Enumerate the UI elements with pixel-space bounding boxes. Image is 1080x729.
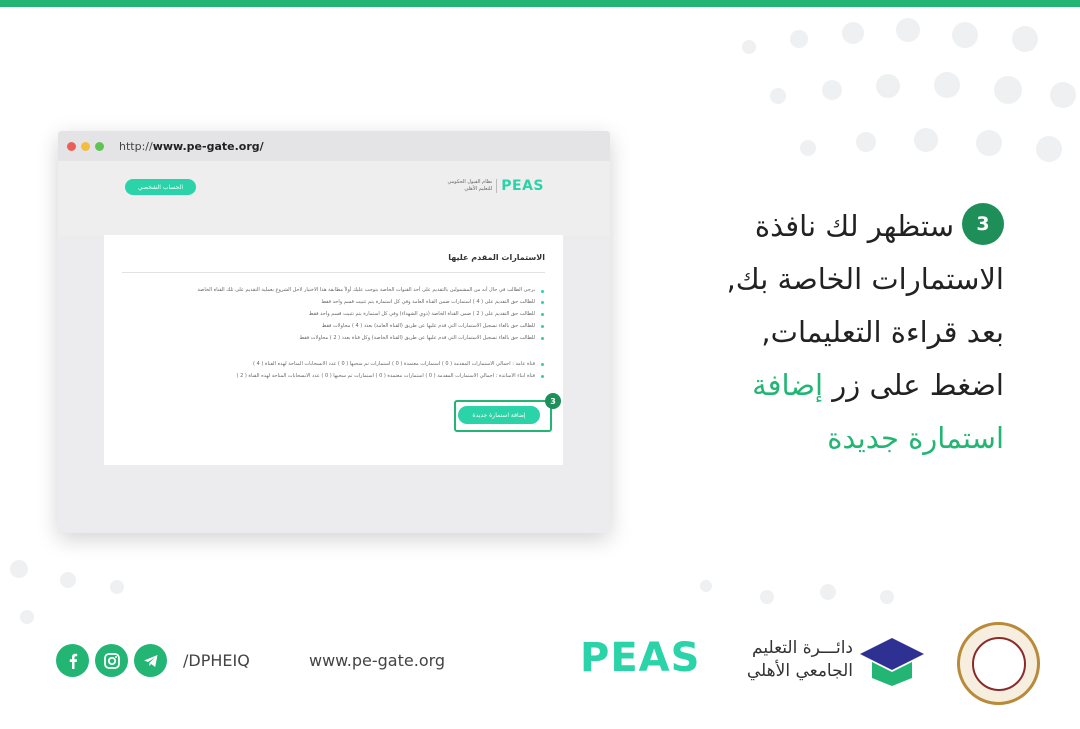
headline-line5: استمارة جديدة (827, 421, 1004, 455)
graduation-cap-icon (858, 634, 926, 690)
headline-line4-prefix: اضغط على زر (823, 368, 1004, 402)
maximize-window-dot[interactable] (95, 142, 104, 151)
add-new-application-button[interactable]: إضافة استمارة جديدة (458, 406, 540, 424)
minimize-window-dot[interactable] (81, 142, 90, 151)
department-line2: الجامعي الأهلي (746, 661, 853, 681)
instruction-item: يرجى الطالب في حال أنه من المشمولين بالتقديم على أحد القنوات الخاصة يتوجب عليك أولاً مطابقة هذا الاختيار لاحل الشروع بعملية التقديم على تلك القناة الخاصة (120, 285, 545, 296)
card-title: الاستمارات المقدم عليها (448, 253, 545, 262)
social-handle[interactable]: /DPHEIQ (183, 651, 250, 670)
close-window-dot[interactable] (67, 142, 76, 151)
card-divider (122, 272, 545, 273)
peas-footer-logo: PEAS (580, 635, 701, 681)
instruction-item: للطالب حق التقديم على ( 2 ) ضمن القناة الخاصة (ذوي الشهداء) وفي كل استمارة يتم تثبيت قسم واحد فقط (120, 308, 545, 320)
instruction-item: للطالب حق التقديم على ( 4 ) استمارات ضمن القناة العامة وفي كل استمارة يتم تثبيت قسم واحد فقط (120, 296, 545, 308)
headline-line2: الاستمارات الخاصة بك, (726, 262, 1004, 296)
website-link[interactable]: www.pe-gate.org (309, 651, 446, 670)
instructions-list (120, 285, 545, 382)
instruction-item: للطالب حق بالغاء تسجيل الاستمارات التي قدم عليها عن طريق (القناة العامة) بعدد ( 4 ) محاولات فقط (120, 320, 545, 332)
url-text[interactable]: http://www.pe-gate.org/ (119, 139, 264, 153)
telegram-icon[interactable] (134, 644, 167, 677)
browser-window (58, 131, 610, 533)
applications-card (104, 235, 563, 465)
instruction-headline (624, 200, 1004, 465)
instruction-item: للطالب حق بالغاء تسجيل الاستمارات التي قدم عليها عن طريق (القناة الخاصة) وكل قناة بعدد ( 2 ) محاولات فقط (120, 332, 545, 344)
instagram-icon[interactable] (95, 644, 128, 677)
peas-logo-text: PEAS (501, 178, 544, 194)
site-header (58, 161, 610, 236)
logo-subtitle-line2: للتعليم الأهلي (464, 186, 493, 192)
ministry-seal (957, 622, 1040, 705)
step-badge: 3 (962, 203, 1004, 245)
headline-line4-highlight: إضافة (752, 368, 824, 402)
department-line1: دائـــرة التعليم (752, 638, 853, 658)
summary-item: قناة عامة : اجمالي الاستمارات المقدمة ( 0 ) استمارات معتمدة ( 0 ) استمارات تم سحبها ( 0 ) عدد الانسحابات المتاحة لهذه القناة ( 4 ) (120, 358, 545, 370)
facebook-icon[interactable] (56, 644, 89, 677)
step-badge-small: 3 (545, 393, 561, 409)
logo-divider (496, 179, 497, 193)
headline-line3: بعد قراءة التعليمات, (761, 315, 1004, 349)
summary-item: قناة ابناء الاساتذة : اجمالي الاستمارات المقدمة ( 0 ) استمارات معتمدة ( 0 ) استمارات تم سحبها ( 0 ) عدد الانسحابات المتاحة لهذه القناة ( 2 ) (120, 370, 545, 382)
site-logo[interactable] (447, 178, 544, 194)
profile-button[interactable]: الحساب الشخصي (125, 179, 196, 195)
department-name (735, 637, 853, 683)
logo-subtitle-line1: نظام القبول الحكومي (447, 179, 493, 185)
social-links (56, 644, 173, 677)
headline-line1: ستظهر لك نافذة (754, 209, 954, 243)
browser-address-bar (58, 131, 610, 161)
